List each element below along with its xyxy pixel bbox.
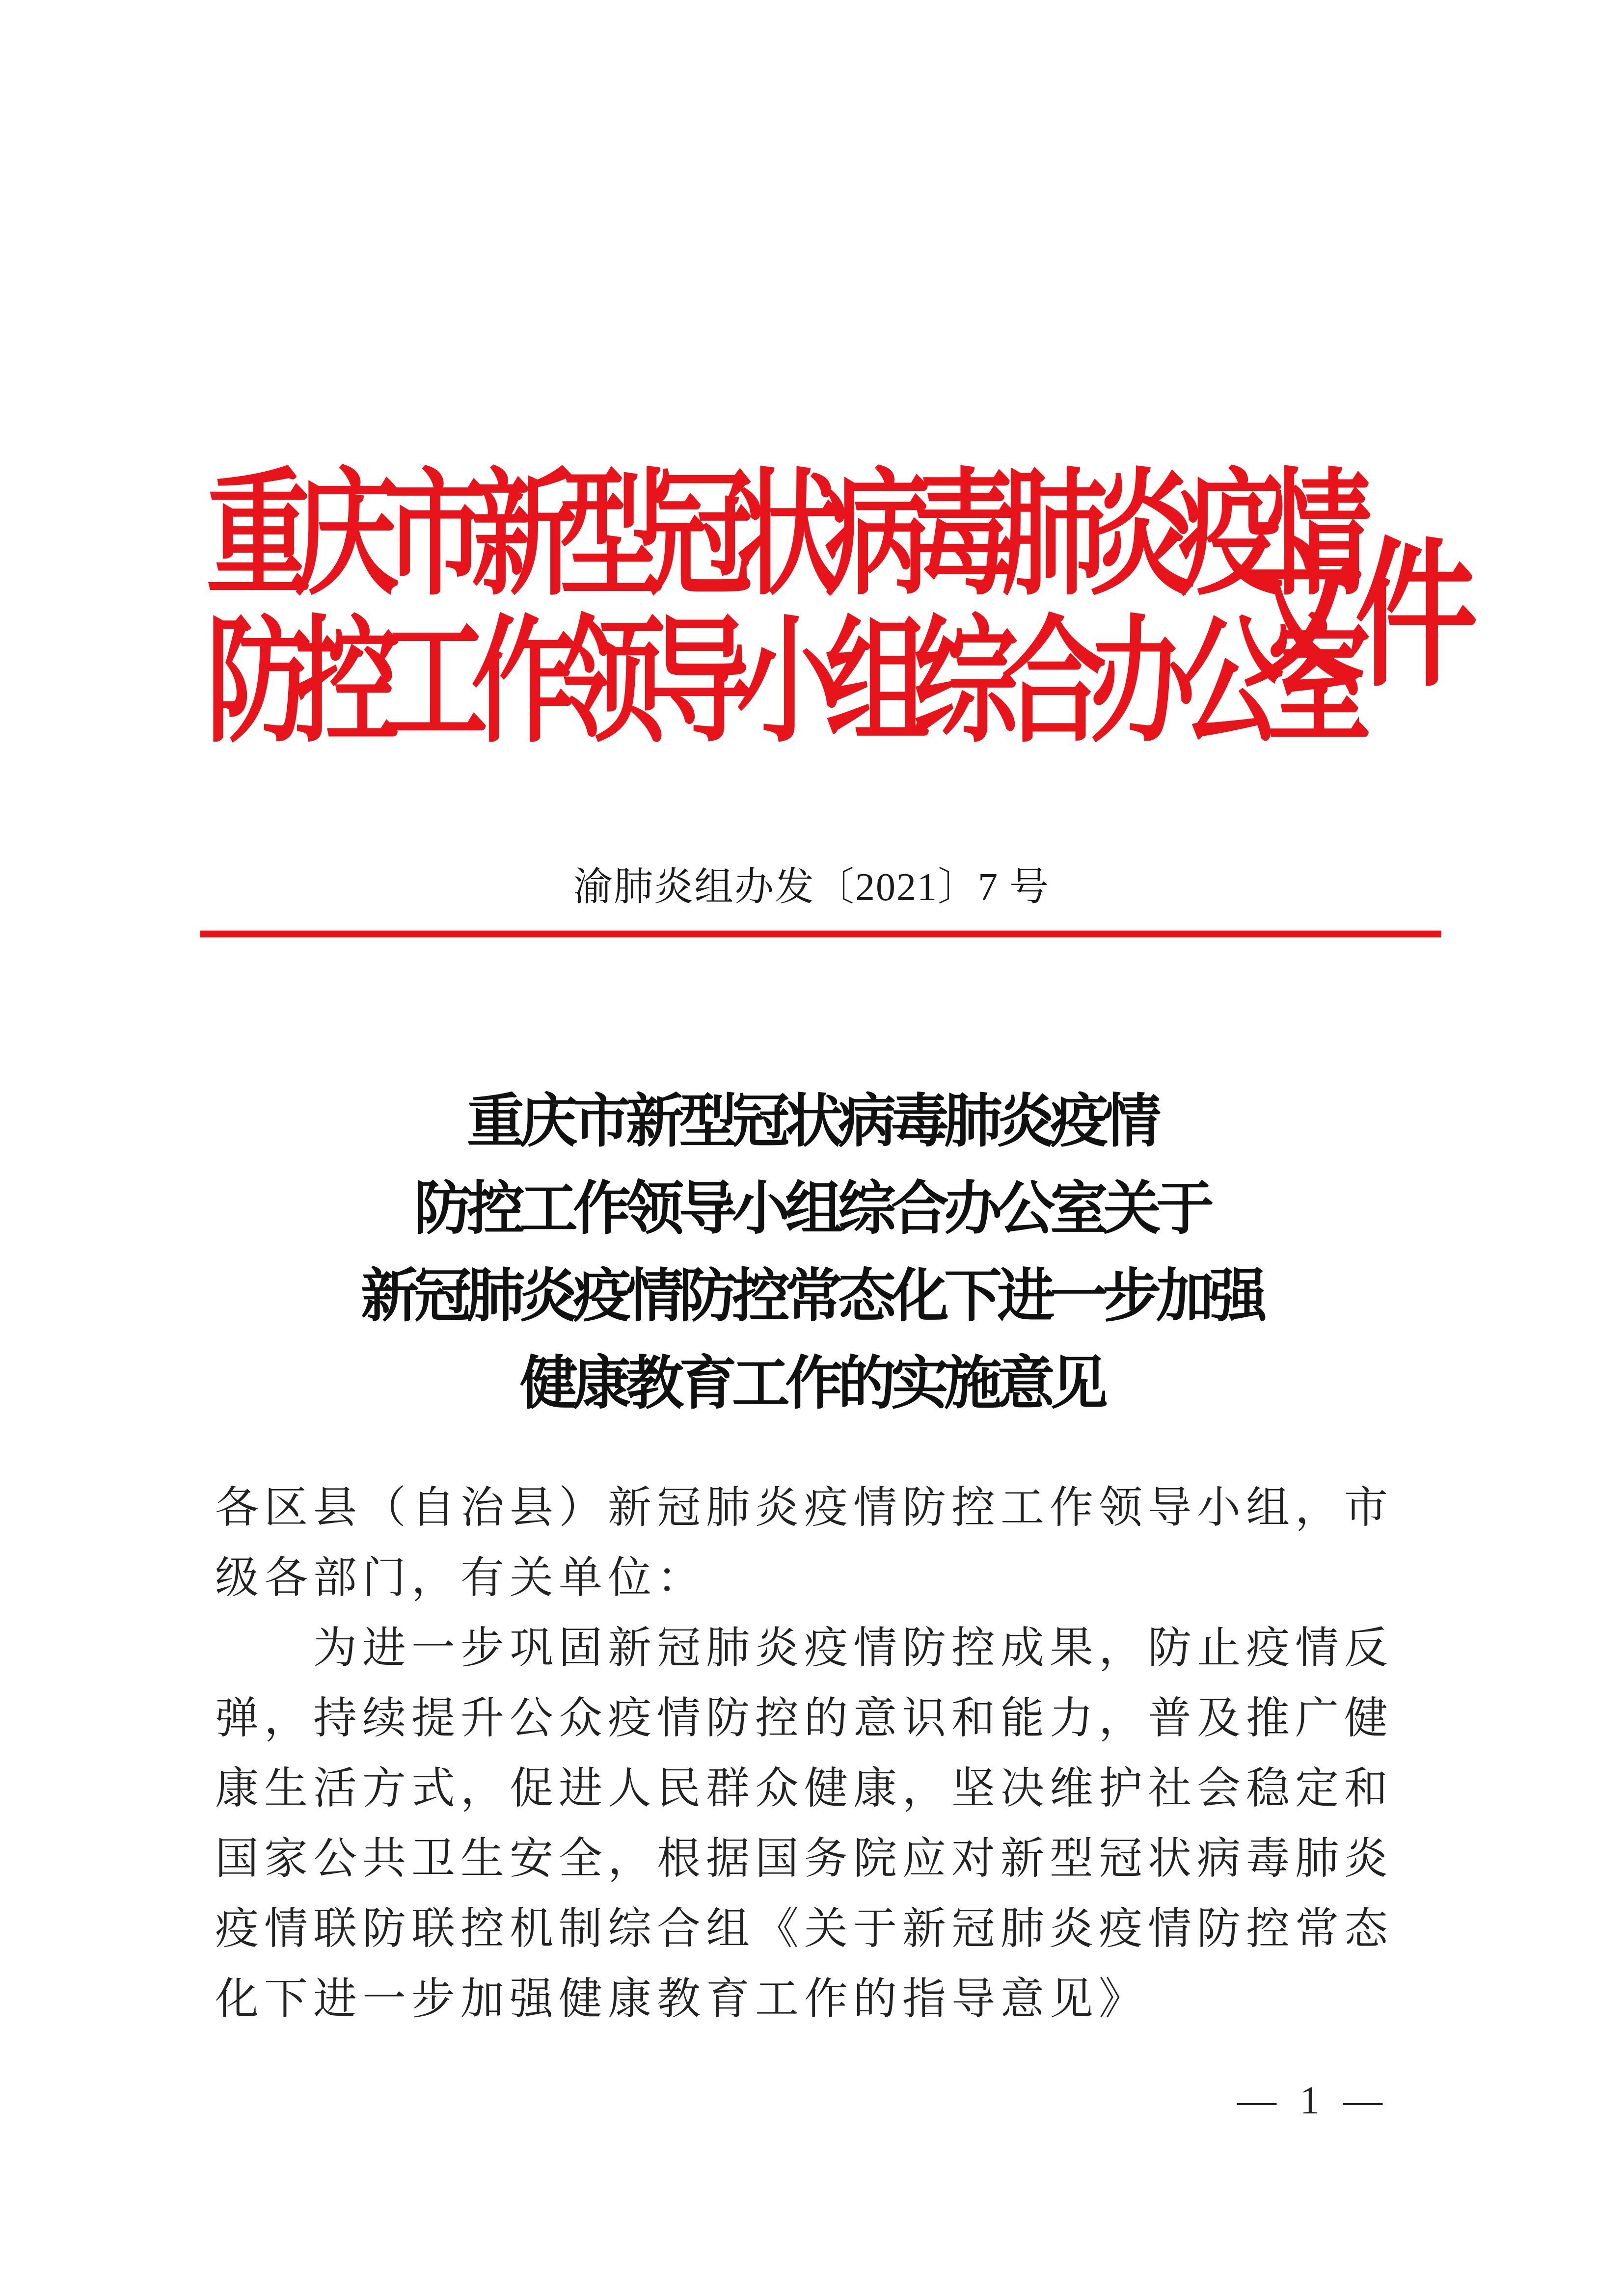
document-number: 渝肺炎组办发〔2021〕7 号 — [573, 866, 1050, 909]
document-title — [0, 1077, 1623, 1427]
masthead-line-1: 重庆市新型冠状病毒肺炎疫情 — [206, 454, 1355, 614]
red-header-masthead — [206, 454, 1468, 771]
title-line-1: 重庆市新型冠状病毒肺炎疫情 — [466, 1087, 1156, 1155]
page-number: — 1 — — [1237, 2079, 1389, 2122]
salutation: 各区县（自治县）新冠肺炎疫情防控工作领导小组，市级各部门，有关单位： — [215, 1484, 1393, 1602]
body-paragraph-1: 为进一步巩固新冠肺炎疫情防控成果，防止疫情反弹，持续提升公众疫情防控的意识和能力，普及推广健康生活方式，促进人民群众健康，坚决维护社会稳定和国家公共卫生安全，根据国务院应对新型冠状病毒肺炎疫情联防联控机制综合组《关于新冠肺炎疫情防控常态化下进一步加强健康教育工作的指导意见》 — [215, 1625, 1393, 2024]
document-body — [215, 1473, 1423, 2035]
masthead-suffix: 文件 — [1242, 521, 1468, 709]
title-line-2: 防控工作领导小组综合办公室关于 — [413, 1174, 1209, 1242]
title-line-3: 新冠肺炎疫情防控常态化下进一步加强 — [360, 1261, 1262, 1330]
masthead-line-2: 防控工作领导小组综合办公室 — [206, 601, 1355, 762]
title-line-4: 健康教育工作的实施意见 — [519, 1349, 1103, 1417]
red-divider-line — [200, 931, 1441, 937]
